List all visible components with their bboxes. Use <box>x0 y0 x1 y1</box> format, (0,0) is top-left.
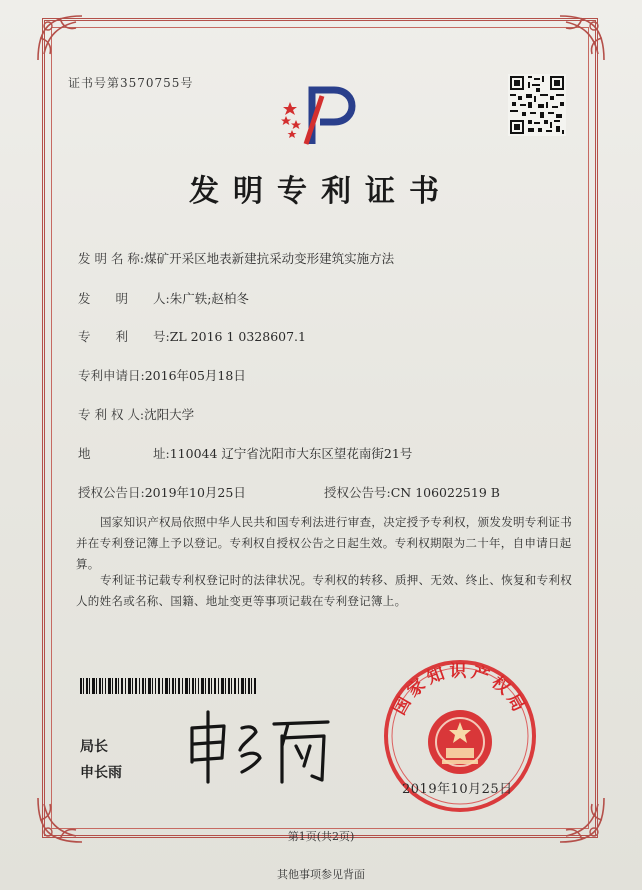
legal-status-note: 专利证书记载专利权登记时的法律状况。专利权的转移、质押、无效、终止、恢复和专利权人的姓名或名称、国籍、地址变更等事项记载在专利登记簿上。 <box>76 573 572 608</box>
certificate-number: 证书号第3570755号 <box>68 76 194 90</box>
field-label: 授权公告号: <box>324 485 391 500</box>
corner-ornament-icon <box>30 8 90 68</box>
field-label: 专 利 权 人: <box>78 407 145 422</box>
field-label: 专 利 号: <box>78 329 170 344</box>
field-filing-date <box>78 366 246 384</box>
field-value: 沈阳大学 <box>144 407 195 422</box>
page-number: 第1页(共2页) <box>287 830 355 843</box>
back-note: 其他事项参见背面 <box>277 868 365 881</box>
field-value: 110044 辽宁省沈阳市大东区望花南街21号 <box>169 446 413 461</box>
field-grant-date <box>78 483 246 501</box>
field-label: 发 明 名 称: <box>78 251 145 266</box>
field-value: CN 106022519 B <box>390 485 500 500</box>
seal-text: 国家知识产权局 <box>389 661 531 719</box>
field-address <box>78 444 412 462</box>
seal-date: 2019年10月25日 <box>402 782 513 797</box>
certificate-statement: 国家知识产权局依照中华人民共和国专利法进行审查，决定授予专利权，颁发发明专利证书并在专利登记簿上予以登记。专利权自授权公告之日起生效。专利权期限为二十年，自申请日起算。 <box>76 515 572 571</box>
qr-code-icon <box>508 74 566 136</box>
field-patentee <box>78 405 194 423</box>
field-label: 授权公告日: <box>78 485 145 500</box>
field-value: 朱广轶;赵柏冬 <box>169 291 249 306</box>
director-signature <box>184 706 334 786</box>
director-name: 申长雨 <box>80 765 122 781</box>
svg-text:国家知识产权局 <box>390 662 531 719</box>
field-label: 专利申请日: <box>78 368 145 383</box>
field-patent-number <box>78 327 306 345</box>
field-invention-name <box>78 249 394 267</box>
field-grant-number <box>324 483 500 501</box>
field-label: 发 明 人: <box>78 291 170 306</box>
field-value: 2016年05月18日 <box>144 368 246 383</box>
corner-ornament-icon <box>552 8 612 68</box>
field-inventors <box>78 289 249 307</box>
field-value: 2019年10月25日 <box>144 485 246 500</box>
barcode-icon <box>80 678 256 694</box>
page-title: 发明专利证书 <box>189 174 453 209</box>
field-value: ZL 2016 1 0328607.1 <box>169 329 306 344</box>
director-title: 局长 <box>80 739 108 755</box>
field-label: 地 址: <box>78 446 170 461</box>
field-value: 煤矿开采区地表新建抗采动变形建筑实施方法 <box>144 251 395 266</box>
cnipa-logo-icon <box>276 82 370 148</box>
